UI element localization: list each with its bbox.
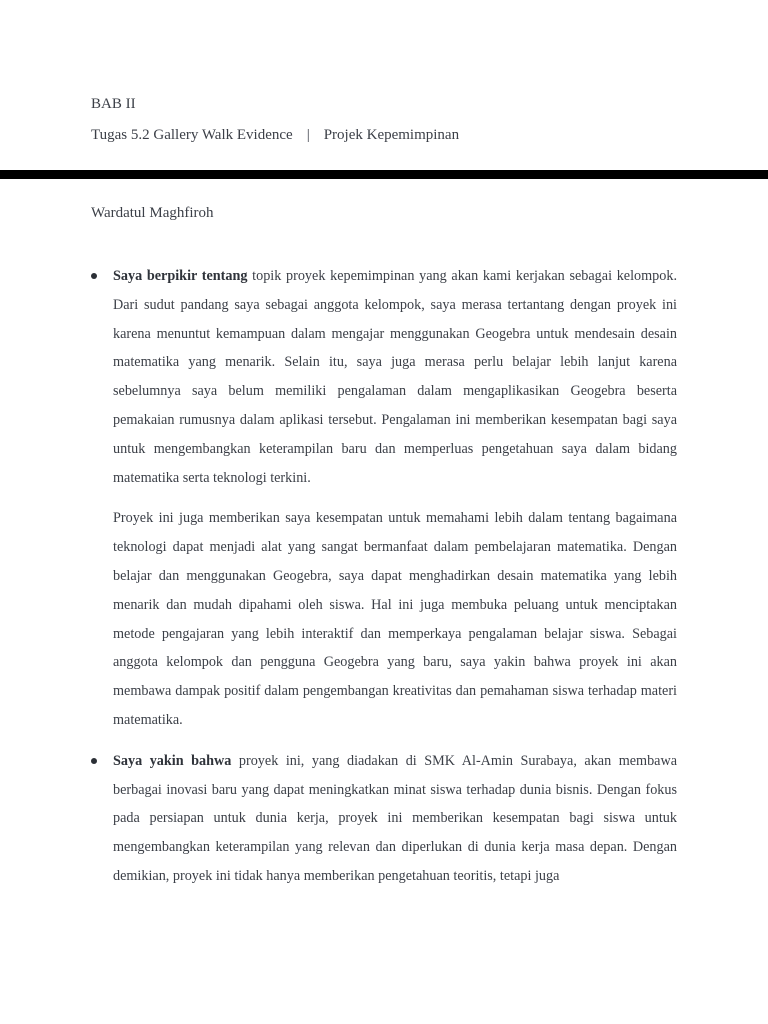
- bullet-item-2: [91, 747, 677, 891]
- task-title: Tugas 5.2 Gallery Walk Evidence: [91, 127, 293, 143]
- bullet-item-1: [91, 262, 677, 492]
- paragraph-3: [113, 747, 677, 891]
- document-body: [91, 262, 677, 891]
- document-subtitle: [91, 125, 691, 145]
- project-title: Projek Kepemimpinan: [323, 127, 460, 143]
- paragraph-1-lead: Saya berpikir tentang: [113, 268, 248, 284]
- paragraph-1: [113, 262, 677, 492]
- chapter-title: BAB II: [91, 96, 136, 112]
- paragraph-3-lead: Saya yakin bahwa: [113, 752, 232, 769]
- paragraph-1-text: topik proyek kepemimpinan yang akan kami kerjakan sebagai kelompok. Dari sudut pandang saya sebagai anggota kelompok, saya merasa tertantang dengan proyek ini karena menuntut kemampuan dalam mengajar menggunakan Geogebra untuk mendesain desain matematika yang menarik. Selain itu, saya juga merasa perlu belajar lebih lanjut karena sebelumnya saya belum memiliki pengalaman dalam mengaplikasikan Geogebra beserta pemakaian rumusnya dalam aplikasi tersebut. Pengalaman ini memberikan kesempatan bagi saya untuk mengembangkan keterampilan baru dan memperluas pengetahuan saya dalam bidang matematika serta teknologi terkini.: [113, 268, 677, 486]
- paragraph-2: Proyek ini juga memberikan saya kesempatan untuk memahami lebih dalam tentang bagaimana teknologi dapat menjadi alat yang sangat bermanfaat dalam pembelajaran matematika. Dengan belajar dan menggunakan Geogebra, saya dapat menghadirkan desain matematika yang lebih menarik dan mudah dipahami oleh siswa. Hal ini juga membuka peluang untuk menciptakan metode pengajaran yang lebih interaktif dan memperkaya pengalaman belajar siswa. Sebagai anggota kelompok dan pengguna Geogebra yang baru, saya yakin bahwa proyek ini akan membawa dampak positif dalam pengembangan kreativitas dan pemahaman siswa terhadap materi matematika.: [113, 510, 677, 728]
- header-divider: [0, 170, 768, 179]
- document-header: [91, 94, 691, 145]
- author-name: Wardatul Maghfiroh: [91, 205, 214, 221]
- paragraph-3-text: proyek ini, yang diadakan di SMK Al-Amin Surabaya, akan membawa berbagai inovasi baru yang dapat meningkatkan minat siswa terhadap dunia bisnis. Dengan fokus pada persiapan untuk dunia kerja, proyek ini memberikan kesempatan bagi siswa untuk mengembangkan keterampilan yang relevan dan diperlukan di dunia kerja masa depan. Dengan demikian, proyek ini tidak hanya memberikan pengetahuan teoritis, tetapi juga: [113, 752, 678, 884]
- bullet-icon: [91, 273, 97, 279]
- header-separator: |: [306, 127, 310, 143]
- bullet-icon: [91, 758, 97, 764]
